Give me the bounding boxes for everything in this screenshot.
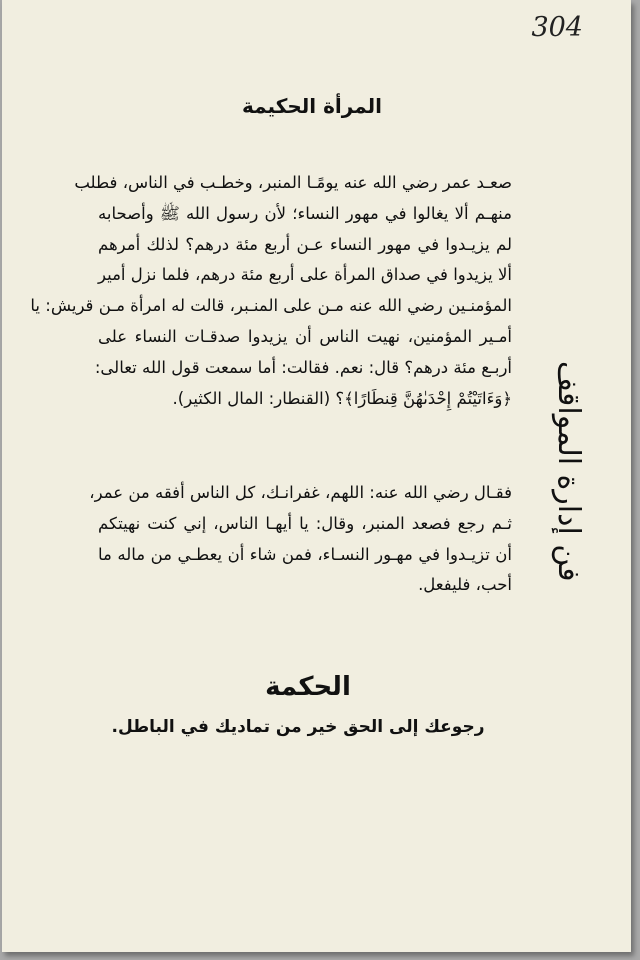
paragraph-line: ألا يزيدوا في صداق المرأة على أربع مئة درهم، فلما نزل أمير <box>98 265 512 285</box>
paragraph-line: أربـع مئة درهم؟ قال: نعم. فقالت: أما سمعت قول الله تعالى: <box>94 357 512 377</box>
paragraph-line: ﴿وَءَاتَيْتُمْ إِحْدَىٰهُنَّ قِنطَارًا﴾؟ (القنطار: المال الكثير). <box>172 388 512 408</box>
wisdom-heading: الحكمة <box>265 672 351 702</box>
paragraph-line: أحب، فليفعل. <box>418 575 512 595</box>
book-page <box>2 0 631 952</box>
paragraph-line: المؤمنـين رضي الله عنه مـن على المنـبر، قالت له امرأة مـن قريش: يا <box>30 296 512 316</box>
paragraph-1 <box>30 168 512 414</box>
paragraph-line: لم يزيـدوا في مهور النساء عـن أربع مئة درهم؟ لذلك أمرهم <box>98 234 512 254</box>
paragraph-line: منهـم ألا يغالوا في مهور النساء؛ لأن رسول الله ﷺ وأصحابه <box>98 203 512 223</box>
paragraph-line: صعـد عمر رضي الله عنه يومًـا المنبر، وخطـب في الناس، فطلب <box>74 173 512 192</box>
section-title: المرأة الحكيمة <box>242 94 382 118</box>
page-number: 304 <box>531 12 583 43</box>
paragraph-2 <box>89 478 512 601</box>
paragraph-line: أمـير المؤمنين، نهيت الناس أن يزيدوا صدقـات النساء على <box>98 326 512 346</box>
side-title: فن إدارة المواقف <box>551 360 586 582</box>
paragraph-line: فقـال رضي الله عنه: اللهم، غفرانـك، كل الناس أفقه من عمر، <box>89 483 512 502</box>
wisdom-text: رجوعك إلى الحق خير من تماديك في الباطل. <box>111 717 485 737</box>
paragraph-line: أن تزيـدوا في مهـور النسـاء، فمن شاء أن يعطـي من ماله ما <box>98 544 512 564</box>
paragraph-line: ثـم رجع فصعد المنبر، وقال: يا أيهـا الناس، إني كنت نهيتكم <box>98 513 512 533</box>
